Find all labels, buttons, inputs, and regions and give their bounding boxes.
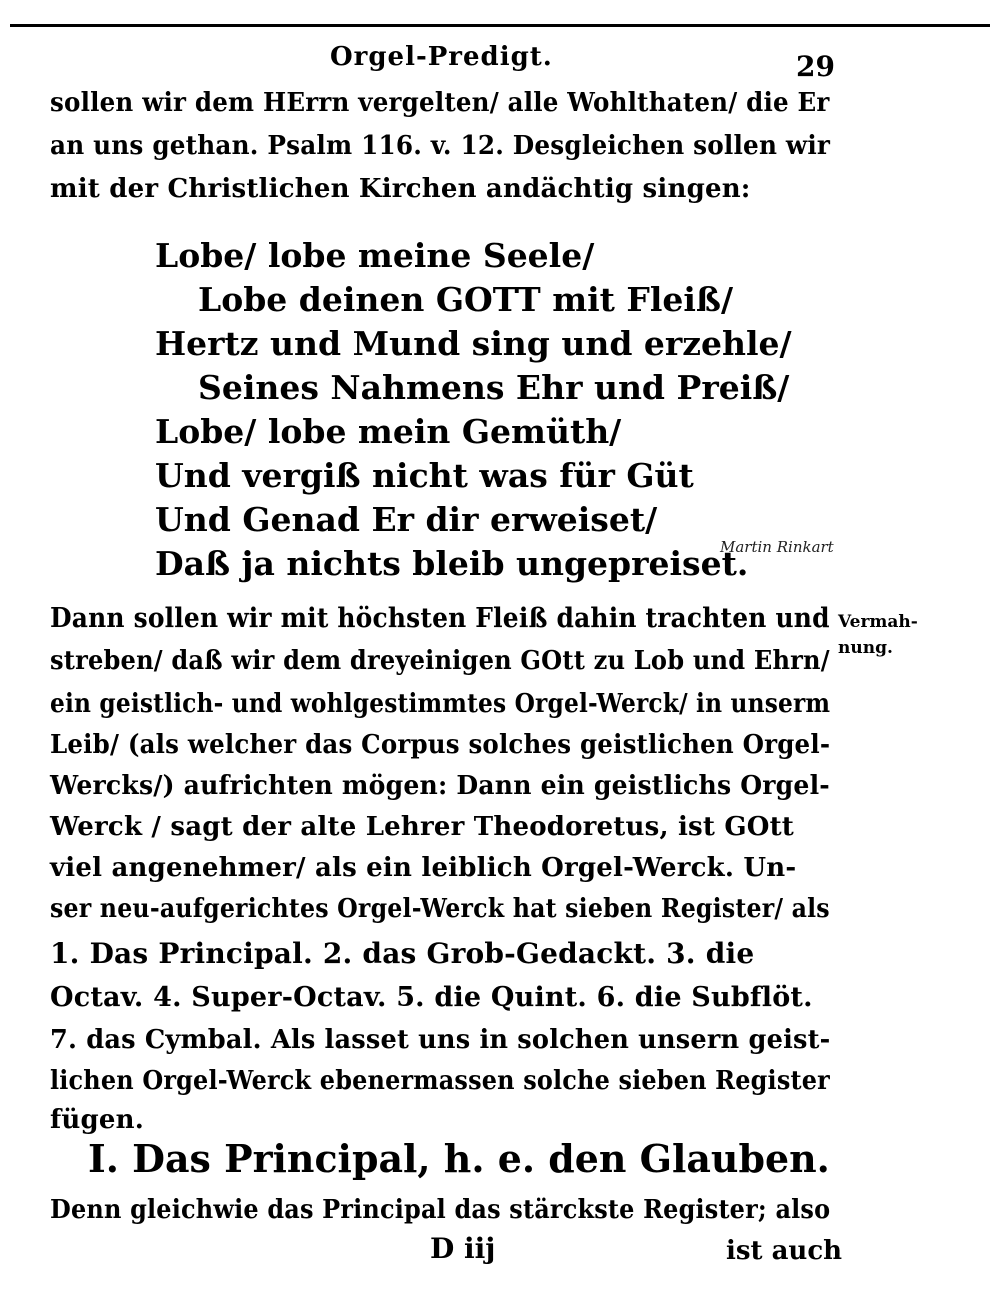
- paragraph-line: Werck / sagt der alte Lehrer Theodoretus, ist GOtt: [50, 812, 795, 842]
- paragraph-line: Octav. 4. Super-Octav. 5. die Quint. 6. die Subflöt.: [50, 982, 813, 1013]
- verse-line: Hertz und Mund sing und erzehle/: [155, 324, 792, 363]
- paragraph-line: fügen.: [50, 1105, 144, 1135]
- verse-line: Und vergiß nicht was für Güt: [155, 456, 694, 495]
- section-heading: I. Das Principal, h. e. den Glauben.: [88, 1136, 830, 1181]
- page-number: 29: [796, 50, 835, 83]
- intro-line: sollen wir dem HErrn vergelten/ alle Wohlthaten/ die Er: [50, 88, 830, 118]
- paragraph-line: Wercks/) aufrichten mögen: Dann ein geistlichs Orgel-: [50, 771, 830, 801]
- catchword: ist auch: [726, 1236, 843, 1266]
- verse-line: Daß ja nichts bleib ungepreiset.: [155, 544, 749, 583]
- top-rule: [10, 24, 990, 27]
- paragraph-line: streben/ daß wir dem dreyeinigen GOtt zu Lob und Ehrn/: [50, 646, 830, 676]
- paragraph-line: Dann sollen wir mit höchsten Fleiß dahin trachten und: [50, 603, 830, 634]
- paragraph-line: ein geistlich- und wohlgestimmtes Orgel-Werck/ in unserm: [50, 689, 831, 719]
- paragraph-line: lichen Orgel-Werck ebenermassen solche sieben Register: [50, 1066, 830, 1096]
- margin-note: nung.: [838, 638, 893, 658]
- verse-line: Seines Nahmens Ehr und Preiß/: [198, 368, 790, 407]
- paragraph-line: viel angenehmer/ als ein leiblich Orgel-Werck. Un-: [50, 853, 797, 883]
- verse-line: Lobe/ lobe meine Seele/: [155, 236, 595, 275]
- signature-mark: D iij: [430, 1232, 496, 1265]
- intro-line: an uns gethan. Psalm 116. v. 12. Desgleichen sollen wir: [50, 131, 831, 161]
- verse-line: Lobe deinen GOTT mit Fleiß/: [198, 280, 734, 319]
- verse-line: Und Genad Er dir erweiset/: [155, 500, 658, 539]
- running-head: Orgel-Predigt.: [330, 42, 553, 72]
- verse-line: Lobe/ lobe mein Gemüth/: [155, 412, 622, 451]
- paragraph-line: 1. Das Principal. 2. das Grob-Gedackt. 3. die: [50, 937, 755, 970]
- paragraph-line: Leib/ (als welcher das Corpus solches geistlichen Orgel-: [50, 730, 831, 760]
- section-first-line: Denn gleichwie das Principal das stärckste Register; also: [50, 1195, 831, 1225]
- paragraph-line: ser neu-aufgerichtes Orgel-Werck hat sieben Register/ als: [50, 894, 830, 924]
- paragraph-line: 7. das Cymbal. Als lasset uns in solchen unsern geist-: [50, 1025, 831, 1055]
- margin-note: Vermah-: [838, 612, 918, 632]
- handwritten-annotation: Martin Rinkart: [720, 538, 834, 556]
- intro-line: mit der Christlichen Kirchen andächtig singen:: [50, 174, 751, 204]
